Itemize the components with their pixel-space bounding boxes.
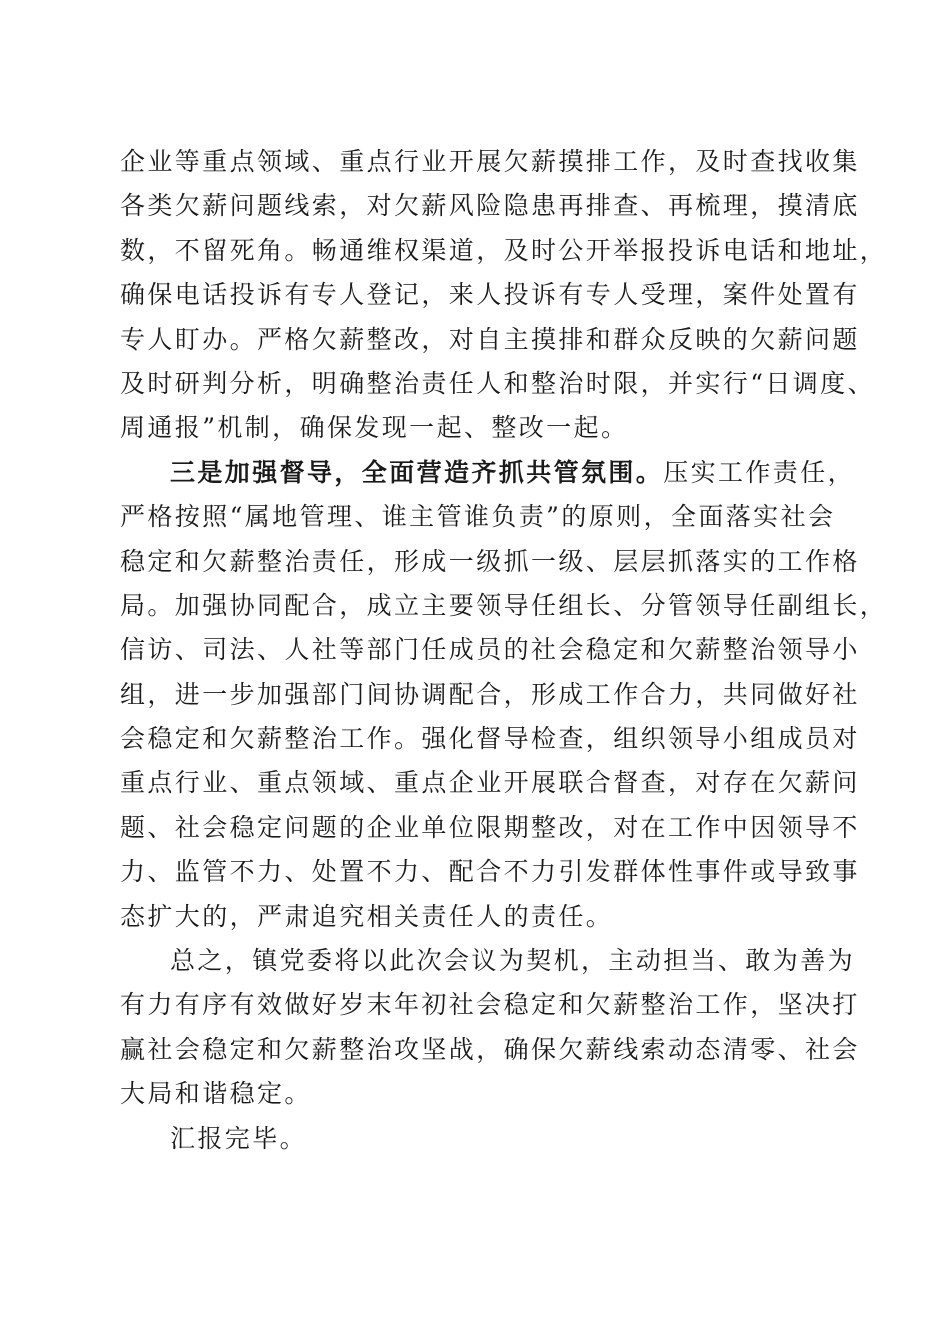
paragraph-3-line-2: 有力有序有效做好岁末年初社会稳定和欠薪整治工作，坚决打 — [120, 990, 860, 1020]
section-heading: 三是加强督导，全面营造齐抓共管氛围。 — [170, 457, 664, 487]
paragraph-1-line-5: 专人盯办。严格欠薪整改，对自主摸排和群众反映的欠薪问题 — [120, 324, 860, 354]
paragraph-2-line-6: 组，进一步加强部门间协调配合，形成工作合力，共同做好社 — [120, 679, 860, 709]
closing-line: 汇报完毕。 — [170, 1123, 308, 1153]
paragraph-1-line-3: 数，不留死角。畅通维权渠道，及时公开举报投诉电话和地址， — [120, 235, 888, 265]
paragraph-2-line-9: 题、社会稳定问题的企业单位限期整改，对在工作中因领导不 — [120, 812, 860, 842]
paragraph-1-line-6: 及时研判分析，明确整治责任人和整治时限，并实行“日调度、 — [120, 368, 875, 398]
paragraph-3-line-1: 总之，镇党委将以此次会议为契机，主动担当、敢为善为 — [170, 946, 856, 976]
paragraph-3-line-4: 大局和谐稳定。 — [120, 1079, 312, 1109]
paragraph-2-line-3: 稳定和欠薪整治责任，形成一级抓一级、层层抓落实的工作格 — [120, 546, 860, 576]
paragraph-1-line-2: 各类欠薪问题线索，对欠薪风险隐患再排查、再梳理，摸清底 — [120, 191, 860, 221]
paragraph-2-line-8: 重点行业、重点领域、重点企业开展联合督查，对存在欠薪问 — [120, 768, 860, 798]
paragraph-2-line-7: 会稳定和欠薪整治工作。强化督导检查，组织领导小组成员对 — [120, 724, 860, 754]
paragraph-2-line-1 — [120, 451, 860, 495]
paragraph-2-line-2: 严格按照“属地管理、谁主管谁负责”的原则，全面落实社会 — [120, 502, 836, 532]
paragraph-2-line-11: 态扩大的，严肃追究相关责任人的责任。 — [120, 901, 614, 931]
paragraph-2-line-4: 局。加强协同配合，成立主要领导任组长、分管领导任副组长， — [120, 590, 888, 620]
paragraph-2-line-5: 信访、司法、人社等部门任成员的社会稳定和欠薪整治领导小 — [120, 635, 860, 665]
document-body — [120, 140, 888, 1161]
paragraph-2-line-10: 力、监管不力、处置不力、配合不力引发群体性事件或导致事 — [120, 857, 860, 887]
paragraph-1-line-1: 企业等重点领域、重点行业开展欠薪摸排工作，及时查找收集 — [120, 147, 860, 176]
paragraph-1-line-4: 确保电话投诉有专人登记，来人投诉有专人受理，案件处置有 — [120, 280, 860, 310]
paragraph-1-line-7: 周通报”机制，确保发现一起、整改一起。 — [120, 413, 629, 443]
paragraph-2-first-text: 压实工作责任， — [663, 457, 856, 487]
paragraph-3-line-3: 赢社会稳定和欠薪整治攻坚战，确保欠薪线索动态清零、社会 — [120, 1034, 860, 1064]
